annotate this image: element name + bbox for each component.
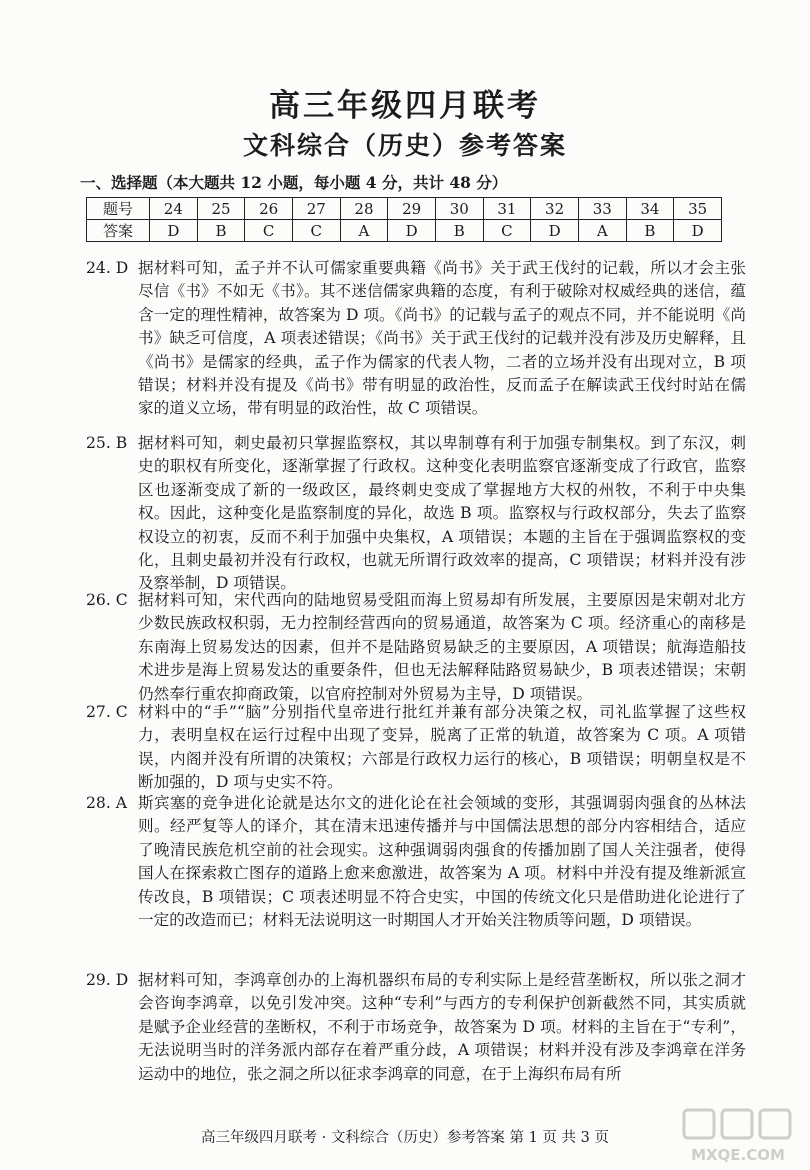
table-cell: 28 [340,198,388,220]
question-number: 28. A [86,794,128,812]
table-cell: D [388,220,436,242]
question-27 [86,701,746,795]
page-title: 高三年级四月联考 [269,88,541,124]
question-24 [86,257,746,421]
table-cell: 27 [292,198,340,220]
question-explanation: 斯宾塞的竞争进化论就是达尔文的进化论在社会领域的变形，其强调弱肉强食的丛林法则。经严复等人的译介，其在清末迅速传播并与中国儒法思想的部分内容相结合，适应了晚清民族危机空前的社会现实。这种强调弱肉强食的传播加剧了国人关注强者，使得国人在探索救亡图存的道路上愈来愈激进，故答案为 A 项。材料中并没有提及维新派宣传改良，B 项错误；C 项表述明显不符合史实，中国的传统文化只是借助进化论进行了一定的改造而已；材料无法说明这一时期国人才开始关注物质等问题，D 项错误。 [138,794,746,930]
svg-text:MXQE.COM: MXQE.COM [691,1146,785,1164]
table-cell: D [674,220,722,242]
row-label-number: 题号 [87,198,150,220]
table-cell: 34 [626,198,674,220]
question-29 [86,969,746,1086]
table-cell: 33 [578,198,626,220]
question-explanation: 据材料可知，李鸿章创办的上海机器织布局的专利实际上是经营垄断权，所以张之洞才会咨询李鸿章，以免引发冲突。这种“专利”与西方的专利保护创新截然不同，其实质就是赋予企业经营的垄断权，不利于市场竞争，故答案为 D 项。材料的主旨在于“专利”，无法说明当时的洋务派内部存在着严重分歧，A 项错误；材料并没有涉及李鸿章在洋务运动中的地位，张之洞之所以征求李鸿章的同意，在于上海织布局有所 [138,971,746,1083]
table-cell: 29 [388,198,436,220]
table-cell: 25 [197,198,245,220]
table-cell: 31 [483,198,531,220]
question-number: 24. D [86,259,129,277]
question-number-row [87,198,722,220]
question-explanation: 材料中的“手”“脑”分别指代皇帝进行批红并兼有部分决策之权，司礼监掌握了这些权力，表明皇权在运行过程中出现了变异，脱离了正常的轨道，故答案为 C 项。A 项错误，内阁并没有所谓的决策权；六部是行政权力运行的核心，B 项错误；明朝皇权是不断加强的，D 项与史实不符。 [138,703,746,792]
table-cell: C [292,220,340,242]
table-cell: A [578,220,626,242]
table-cell: 35 [674,198,722,220]
page-footer: 高三年级四月联考 · 文科综合（历史）参考答案 第 1 页 共 3 页 [201,1130,609,1146]
question-28 [86,792,746,932]
table-cell: 24 [150,198,198,220]
table-cell: A [340,220,388,242]
table-cell: C [245,220,293,242]
watermark-logo [678,1106,798,1166]
answer-row [87,220,722,242]
table-cell: 26 [245,198,293,220]
question-explanation: 据材料可知，宋代西向的陆地贸易受阻而海上贸易却有所发展，主要原因是宋朝对北方少数民族政权积弱，无力控制经营西向的贸易通道，故答案为 C 项。经济重心的南移是东南海上贸易发达的因素，但并不是陆路贸易缺乏的主要原因，A 项错误；航海造船技术进步是海上贸易发达的重要条件，但也无法解释陆路贸易缺少，B 项表述错误；宋朝仍然奉行重农抑商政策，以官府控制对外贸易为主导，D 项错误。 [138,591,746,703]
section-heading: 一、选择题（本大题共 12 小题，每小题 4 分，共计 48 分） [80,173,508,192]
row-label-answer: 答案 [87,220,150,242]
question-explanation: 据材料可知，刺史最初只掌握监察权，其以卑制尊有利于加强专制集权。到了东汉，刺史的职权有所变化，逐渐掌握了行政权。这种变化表明监察官逐渐变成了行政官，监察区也逐渐变成了新的一级政区，最终刺史变成了掌握地方大权的州牧，不利于中央集权。因此，这种变化是监察制度的异化，故选 B 项。监察权与行政权部分，失去了监察权设立的初衷，反而不利于加强中央集权，A 项错误；本题的主旨在于强调监察权的变化，且刺史最初并没有行政权，也就无所谓行政效率的提高，C 项错误；材料并没有涉及察举制，D 项错误。 [138,434,746,593]
question-number: 29. D [86,971,129,989]
table-cell: D [531,220,579,242]
question-explanation: 据材料可知，孟子并不认可儒家重要典籍《尚书》关于武王伐纣的记载，所以才会主张尽信《书》不如无《书》。其不迷信儒家典籍的态度，有利于破除对权威经典的迷信，蕴含一定的理性精神，故答案为 D 项。《尚书》的记载与孟子的观点不同，并不能说明《尚书》缺乏可信度，A 项表述错误；《尚书》关于武王伐纣的记载并没有涉及历史解释，且《尚书》是儒家的经典，孟子作为儒家的代表人物，二者的立场并没有出现对立，B 项错误；材料并没有提及《尚书》带有明显的政治性，反而孟子在解读武王伐纣时站在儒家的道义立场，带有明显的政治性，故 C 项错误。 [138,259,746,418]
table-cell: 32 [531,198,579,220]
answer-table [86,197,722,242]
table-cell: B [626,220,674,242]
table-cell: B [435,220,483,242]
table-cell: C [483,220,531,242]
table-cell: D [150,220,198,242]
question-25 [86,432,746,596]
question-number: 27. C [86,703,128,721]
table-cell: 30 [435,198,483,220]
question-number: 26. C [86,591,128,609]
table-cell: B [197,220,245,242]
question-number: 25. B [86,434,128,452]
page-subtitle: 文科综合（历史）参考答案 [242,131,567,160]
question-26 [86,589,746,706]
